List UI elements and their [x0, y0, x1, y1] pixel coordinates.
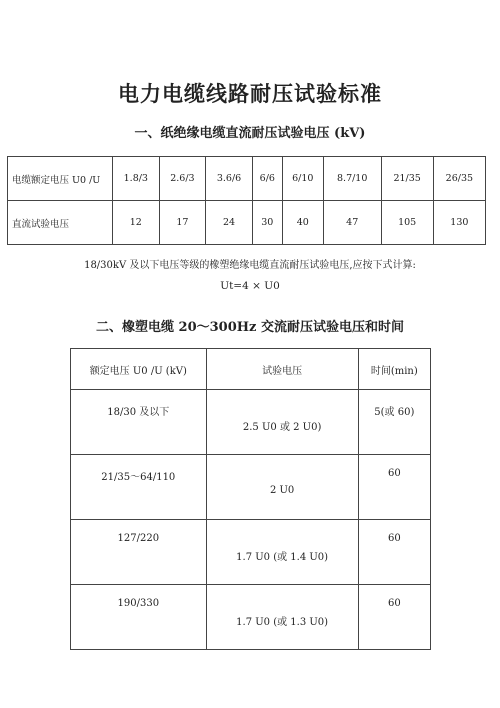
column-header: 试验电压 — [206, 349, 358, 390]
table-cell: 6/10 — [282, 157, 323, 201]
table-row — [71, 520, 431, 585]
table-cell: 60 — [358, 585, 430, 650]
table-cell: 2.6/3 — [159, 157, 206, 201]
table-row — [8, 157, 486, 201]
table-cell: 17 — [159, 201, 206, 245]
table-cell: 26/35 — [433, 157, 485, 201]
table-cell: 1.7 U0 (或 1.4 U0) — [206, 520, 358, 585]
table-cell: 12 — [113, 201, 160, 245]
table-cell: 5(或 60) — [358, 390, 430, 455]
formula: Ut=4 × U0 — [220, 280, 280, 292]
table-cell: 30 — [252, 201, 282, 245]
table-cell: 60 — [358, 520, 430, 585]
table-row — [71, 455, 431, 520]
table-cell: 21/35～64/110 — [71, 455, 207, 520]
column-header: 额定电压 U0 /U (kV) — [71, 349, 207, 390]
ac-test-voltage-table — [70, 348, 431, 650]
column-header: 时间(min) — [358, 349, 430, 390]
table-cell: 60 — [358, 455, 430, 520]
table-cell: 2.5 U0 或 2 U0) — [206, 390, 358, 455]
table-row — [71, 390, 431, 455]
row-label: 直流试验电压 — [8, 201, 113, 245]
table-cell: 1.7 U0 (或 1.3 U0) — [206, 585, 358, 650]
table-cell: 47 — [323, 201, 381, 245]
table-cell: 3.6/6 — [206, 157, 253, 201]
table-cell: 190/330 — [71, 585, 207, 650]
table-cell: 8.7/10 — [323, 157, 381, 201]
table-cell: 105 — [381, 201, 433, 245]
page-title: 电力电缆线路耐压试验标准 — [118, 81, 382, 106]
table-cell: 40 — [282, 201, 323, 245]
table-cell: 6/6 — [252, 157, 282, 201]
table-cell: 18/30 及以下 — [71, 390, 207, 455]
table-row — [8, 201, 486, 245]
table-cell: 21/35 — [381, 157, 433, 201]
table-cell: 24 — [206, 201, 253, 245]
table-cell: 130 — [433, 201, 485, 245]
table-header-row — [71, 349, 431, 390]
section1-heading: 一、纸绝缘电缆直流耐压试验电压 (kV) — [134, 126, 366, 141]
row-label: 电缆额定电压 U0 /U — [8, 157, 113, 201]
table-row — [71, 585, 431, 650]
dc-test-voltage-table — [7, 156, 486, 245]
section2-heading: 二、橡塑电缆 20～300Hz 交流耐压试验电压和时间 — [96, 320, 404, 335]
formula-note: 18/30kV 及以下电压等级的橡塑绝缘电缆直流耐压试验电压,应按下式计算: — [84, 260, 416, 271]
table-cell: 127/220 — [71, 520, 207, 585]
table-cell: 2 U0 — [206, 455, 358, 520]
table-cell: 1.8/3 — [113, 157, 160, 201]
